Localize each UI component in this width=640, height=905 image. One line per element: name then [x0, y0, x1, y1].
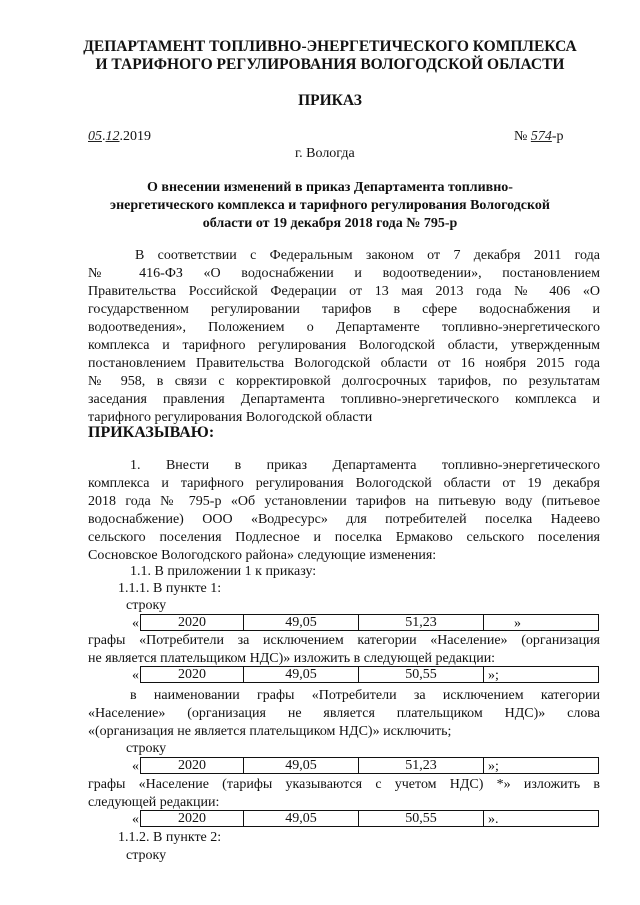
preamble-line: постановлением Правительства Вологодской области от 16 ноября 2015 года: [88, 356, 600, 371]
quote-close: »: [514, 616, 521, 631]
quote-close: »;: [488, 668, 499, 683]
preamble-line: заседания правления Департамента топливно-энергетического комплекса и: [88, 392, 600, 407]
tariff-table-3: [140, 757, 599, 774]
quote-open: «: [132, 668, 139, 683]
tariff-table-1: [140, 614, 599, 631]
quote-open: «: [132, 812, 139, 827]
value-cell: 51,23: [359, 758, 484, 774]
tariff-table-4: [140, 810, 599, 827]
item1-line: водоснабжение) ООО «Водресурс» для потребителей поселка Надеево: [88, 512, 600, 527]
order-title-line3: области от 19 декабря 2018 года № 795-р: [202, 216, 458, 231]
department-name-line1: ДЕПАРТАМЕНТ ТОПЛИВНО-ЭНЕРГЕТИЧЕСКОГО КОМПЛЕКСА: [83, 38, 577, 55]
document-type: ПРИКАЗ: [298, 92, 362, 109]
order-date: 05.12.2019: [88, 129, 151, 144]
tariff-table-2: [140, 666, 599, 683]
empty-cell: [484, 615, 599, 631]
table-row: [141, 758, 599, 774]
empty-cell: [484, 811, 599, 827]
quote-open: «: [132, 759, 139, 774]
value-cell: 51,23: [359, 615, 484, 631]
empty-cell: [484, 758, 599, 774]
empty-cell: [484, 667, 599, 683]
date-day: 05: [88, 129, 102, 144]
date-month: 12: [105, 129, 120, 144]
preamble-line: № 958, в связи с корректировкой долгосрочных тарифов, по результатам: [88, 374, 600, 389]
preamble-line: Правительства Российской Федерации от 13 мая 2013 года № 406 «О: [88, 284, 600, 299]
preamble-line: государственном регулировании тарифов в сфере водоснабжения и: [88, 302, 600, 317]
sub-1-1-2: 1.1.2. В пункте 2:: [118, 830, 222, 845]
order-title-line1: О внесении изменений в приказ Департамента топливно-: [147, 180, 513, 195]
para-b-line: в наименовании графы «Потребители за исключением категории: [130, 688, 600, 703]
preamble-line: № 416-ФЗ «О водоснабжении и водоотведении», постановлением: [88, 266, 600, 281]
sub-1-1-1: 1.1.1. В пункте 1:: [118, 581, 222, 596]
preamble-line: комплекса и тарифного регулирования Вологодской области, утвержденным: [88, 338, 600, 353]
department-name-line2: И ТАРИФНОГО РЕГУЛИРОВАНИЯ ВОЛОГОДСКОЙ ОБЛАСТИ: [95, 56, 565, 73]
para-b-line: «(организация не является плательщиком НДС)» исключить;: [88, 724, 452, 739]
value-cell: 49,05: [244, 758, 359, 774]
preamble-line: В соответствии с Федеральным законом от 7 декабря 2011 года: [135, 248, 600, 263]
para-b-line: «Население» (организация не является плательщиком НДС)» слова: [88, 706, 600, 721]
para-c-line: следующей редакции:: [88, 795, 220, 810]
value-cell: 50,55: [359, 811, 484, 827]
year-cell: 2020: [141, 811, 244, 827]
year-cell: 2020: [141, 758, 244, 774]
table-row: [141, 667, 599, 683]
table-row: [141, 811, 599, 827]
value-cell: 49,05: [244, 667, 359, 683]
item1-line: Сосновское Вологодского района» следующие изменения:: [88, 548, 437, 563]
order-word: ПРИКАЗЫВАЮ:: [88, 424, 215, 441]
order-title-line2: энергетического комплекса и тарифного регулирования Вологодской: [110, 198, 550, 213]
quote-open: «: [132, 616, 139, 631]
value-cell: 50,55: [359, 667, 484, 683]
value-cell: 49,05: [244, 615, 359, 631]
preamble-line: водоотведения», Положением о Департаменте топливно-энергетического: [88, 320, 600, 335]
value-cell: 49,05: [244, 811, 359, 827]
stroku-label: строку: [126, 741, 167, 756]
stroku-label: строку: [126, 848, 167, 863]
item1-line: 2018 года № 795-р «Об установлении тарифов на питьевую воду (питьевое: [88, 494, 600, 509]
para-a-line: не является плательщиком НДС)» изложить в следующей редакции:: [88, 651, 496, 666]
quote-close: ».: [488, 812, 499, 827]
table-row: [141, 615, 599, 631]
item1-line: сельского поселения Подлесное и поселка Ермаково сельского поселения: [88, 530, 600, 545]
date-year: .2019: [119, 129, 151, 144]
city: г. Вологда: [295, 146, 355, 161]
number-handwritten: 574: [530, 129, 552, 144]
order-number: № 574-р: [514, 129, 564, 144]
item1-line: комплекса и тарифного регулирования Вологодской области от 19 декабря: [88, 476, 600, 491]
quote-close: »;: [488, 759, 499, 774]
para-c-line: графы «Население (тарифы указываются с учетом НДС) *» изложить в: [88, 777, 600, 792]
preamble-line: тарифного регулирования Вологодской области: [88, 410, 373, 425]
year-cell: 2020: [141, 667, 244, 683]
year-cell: 2020: [141, 615, 244, 631]
stroku-label: строку: [126, 598, 167, 613]
para-a-line: графы «Потребители за исключением категории «Население» (организация: [88, 633, 600, 648]
item1-line: 1. Внести в приказ Департамента топливно-энергетического: [130, 458, 600, 473]
sub-1-1: 1.1. В приложении 1 к приказу:: [130, 564, 317, 579]
